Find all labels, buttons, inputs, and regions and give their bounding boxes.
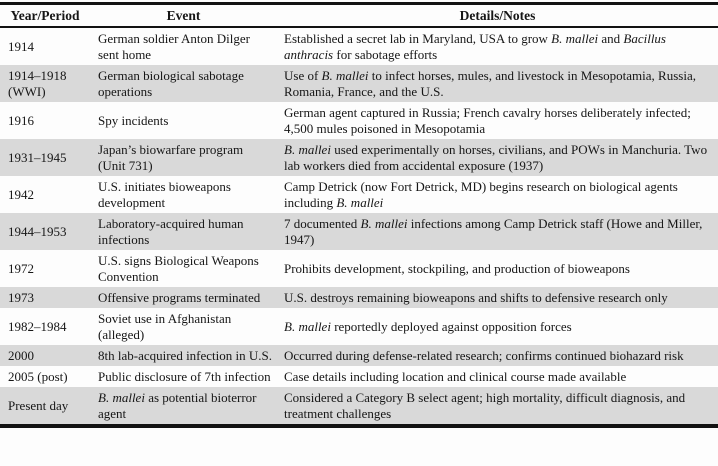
details-cell: B. mallei used experimentally on horses, civilians, and POWs in Manchuria. Two lab workers died from accidental exposure (1937) <box>284 141 708 173</box>
table-body <box>0 27 718 426</box>
year-period-cell: 1944–1953 <box>8 223 67 239</box>
table-row <box>0 65 718 102</box>
table-row <box>0 287 718 308</box>
table-row <box>0 366 718 387</box>
year-period-cell: 1942 <box>8 186 34 202</box>
event-cell: U.S. signs Biological Weapons Convention <box>98 252 259 284</box>
event-cell: B. mallei as potential bioterror agent <box>98 389 257 421</box>
year-period-cell: 1982–1984 <box>8 318 67 334</box>
year-period-cell: 1973 <box>8 289 34 305</box>
event-cell: Offensive programs terminated <box>98 289 261 305</box>
details-cell: Occurred during defense-related research; confirms continued biohazard risk <box>284 347 684 363</box>
table-row <box>0 308 718 345</box>
event-cell: U.S. initiates bioweapons development <box>98 178 231 210</box>
table-row <box>0 213 718 250</box>
column-header-event: Event <box>90 4 277 28</box>
table-row <box>0 139 718 176</box>
table-row <box>0 27 718 65</box>
year-period-cell: 1931–1945 <box>8 149 67 165</box>
event-cell: Japan’s biowarfare program (Unit 731) <box>98 141 244 173</box>
event-cell: Soviet use in Afghanistan (alleged) <box>98 310 232 342</box>
table-row <box>0 176 718 213</box>
details-cell: Considered a Category B select agent; high mortality, difficult diagnosis, and treatment challenges <box>284 389 686 421</box>
details-cell: B. mallei reportedly deployed against opposition forces <box>284 318 572 334</box>
event-cell: Public disclosure of 7th infection <box>98 368 271 384</box>
column-header-year-period: Year/Period <box>0 4 90 28</box>
details-cell: 7 documented B. mallei infections among Camp Detrick staff (Howe and Miller, 1947) <box>284 215 703 247</box>
event-cell: German biological sabotage operations <box>98 67 244 99</box>
details-cell: German agent captured in Russia; French cavalry horses deliberately infected; 4,500 mules poisoned in Mesopotamia <box>284 104 691 136</box>
event-cell: 8th lab-acquired infection in U.S. <box>98 347 273 363</box>
details-cell: Case details including location and clinical course made available <box>284 368 627 384</box>
year-period-cell: 1914–1918 (WWI) <box>8 67 67 99</box>
bmallei-history-table <box>0 2 718 428</box>
table-row <box>0 102 718 139</box>
header-row <box>0 4 718 28</box>
details-cell: Use of B. mallei to infect horses, mules, and livestock in Mesopotamia, Russia, Romania, France, and the U.S. <box>284 67 696 99</box>
details-cell: Camp Detrick (now Fort Detrick, MD) begins research on biological agents including B. mallei <box>284 178 678 210</box>
table-row <box>0 387 718 426</box>
column-header-details-notes: Details/Notes <box>277 4 718 28</box>
event-cell: German soldier Anton Dilger sent home <box>98 30 250 62</box>
details-cell: U.S. destroys remaining bioweapons and shifts to defensive research only <box>284 289 668 305</box>
table-row <box>0 345 718 366</box>
year-period-cell: 1914 <box>8 38 34 54</box>
event-cell: Spy incidents <box>98 112 169 128</box>
table-row <box>0 250 718 287</box>
year-period-cell: 2000 <box>8 347 34 363</box>
details-cell: Established a secret lab in Maryland, USA to grow B. mallei and Bacillus anthracis for sabotage efforts <box>284 30 666 62</box>
year-period-cell: 2005 (post) <box>8 368 68 384</box>
year-period-cell: 1972 <box>8 260 34 276</box>
year-period-cell: 1916 <box>8 112 34 128</box>
details-cell: Prohibits development, stockpiling, and production of bioweapons <box>284 260 630 276</box>
event-cell: Laboratory-acquired human infections <box>98 215 244 247</box>
year-period-cell: Present day <box>8 397 69 413</box>
